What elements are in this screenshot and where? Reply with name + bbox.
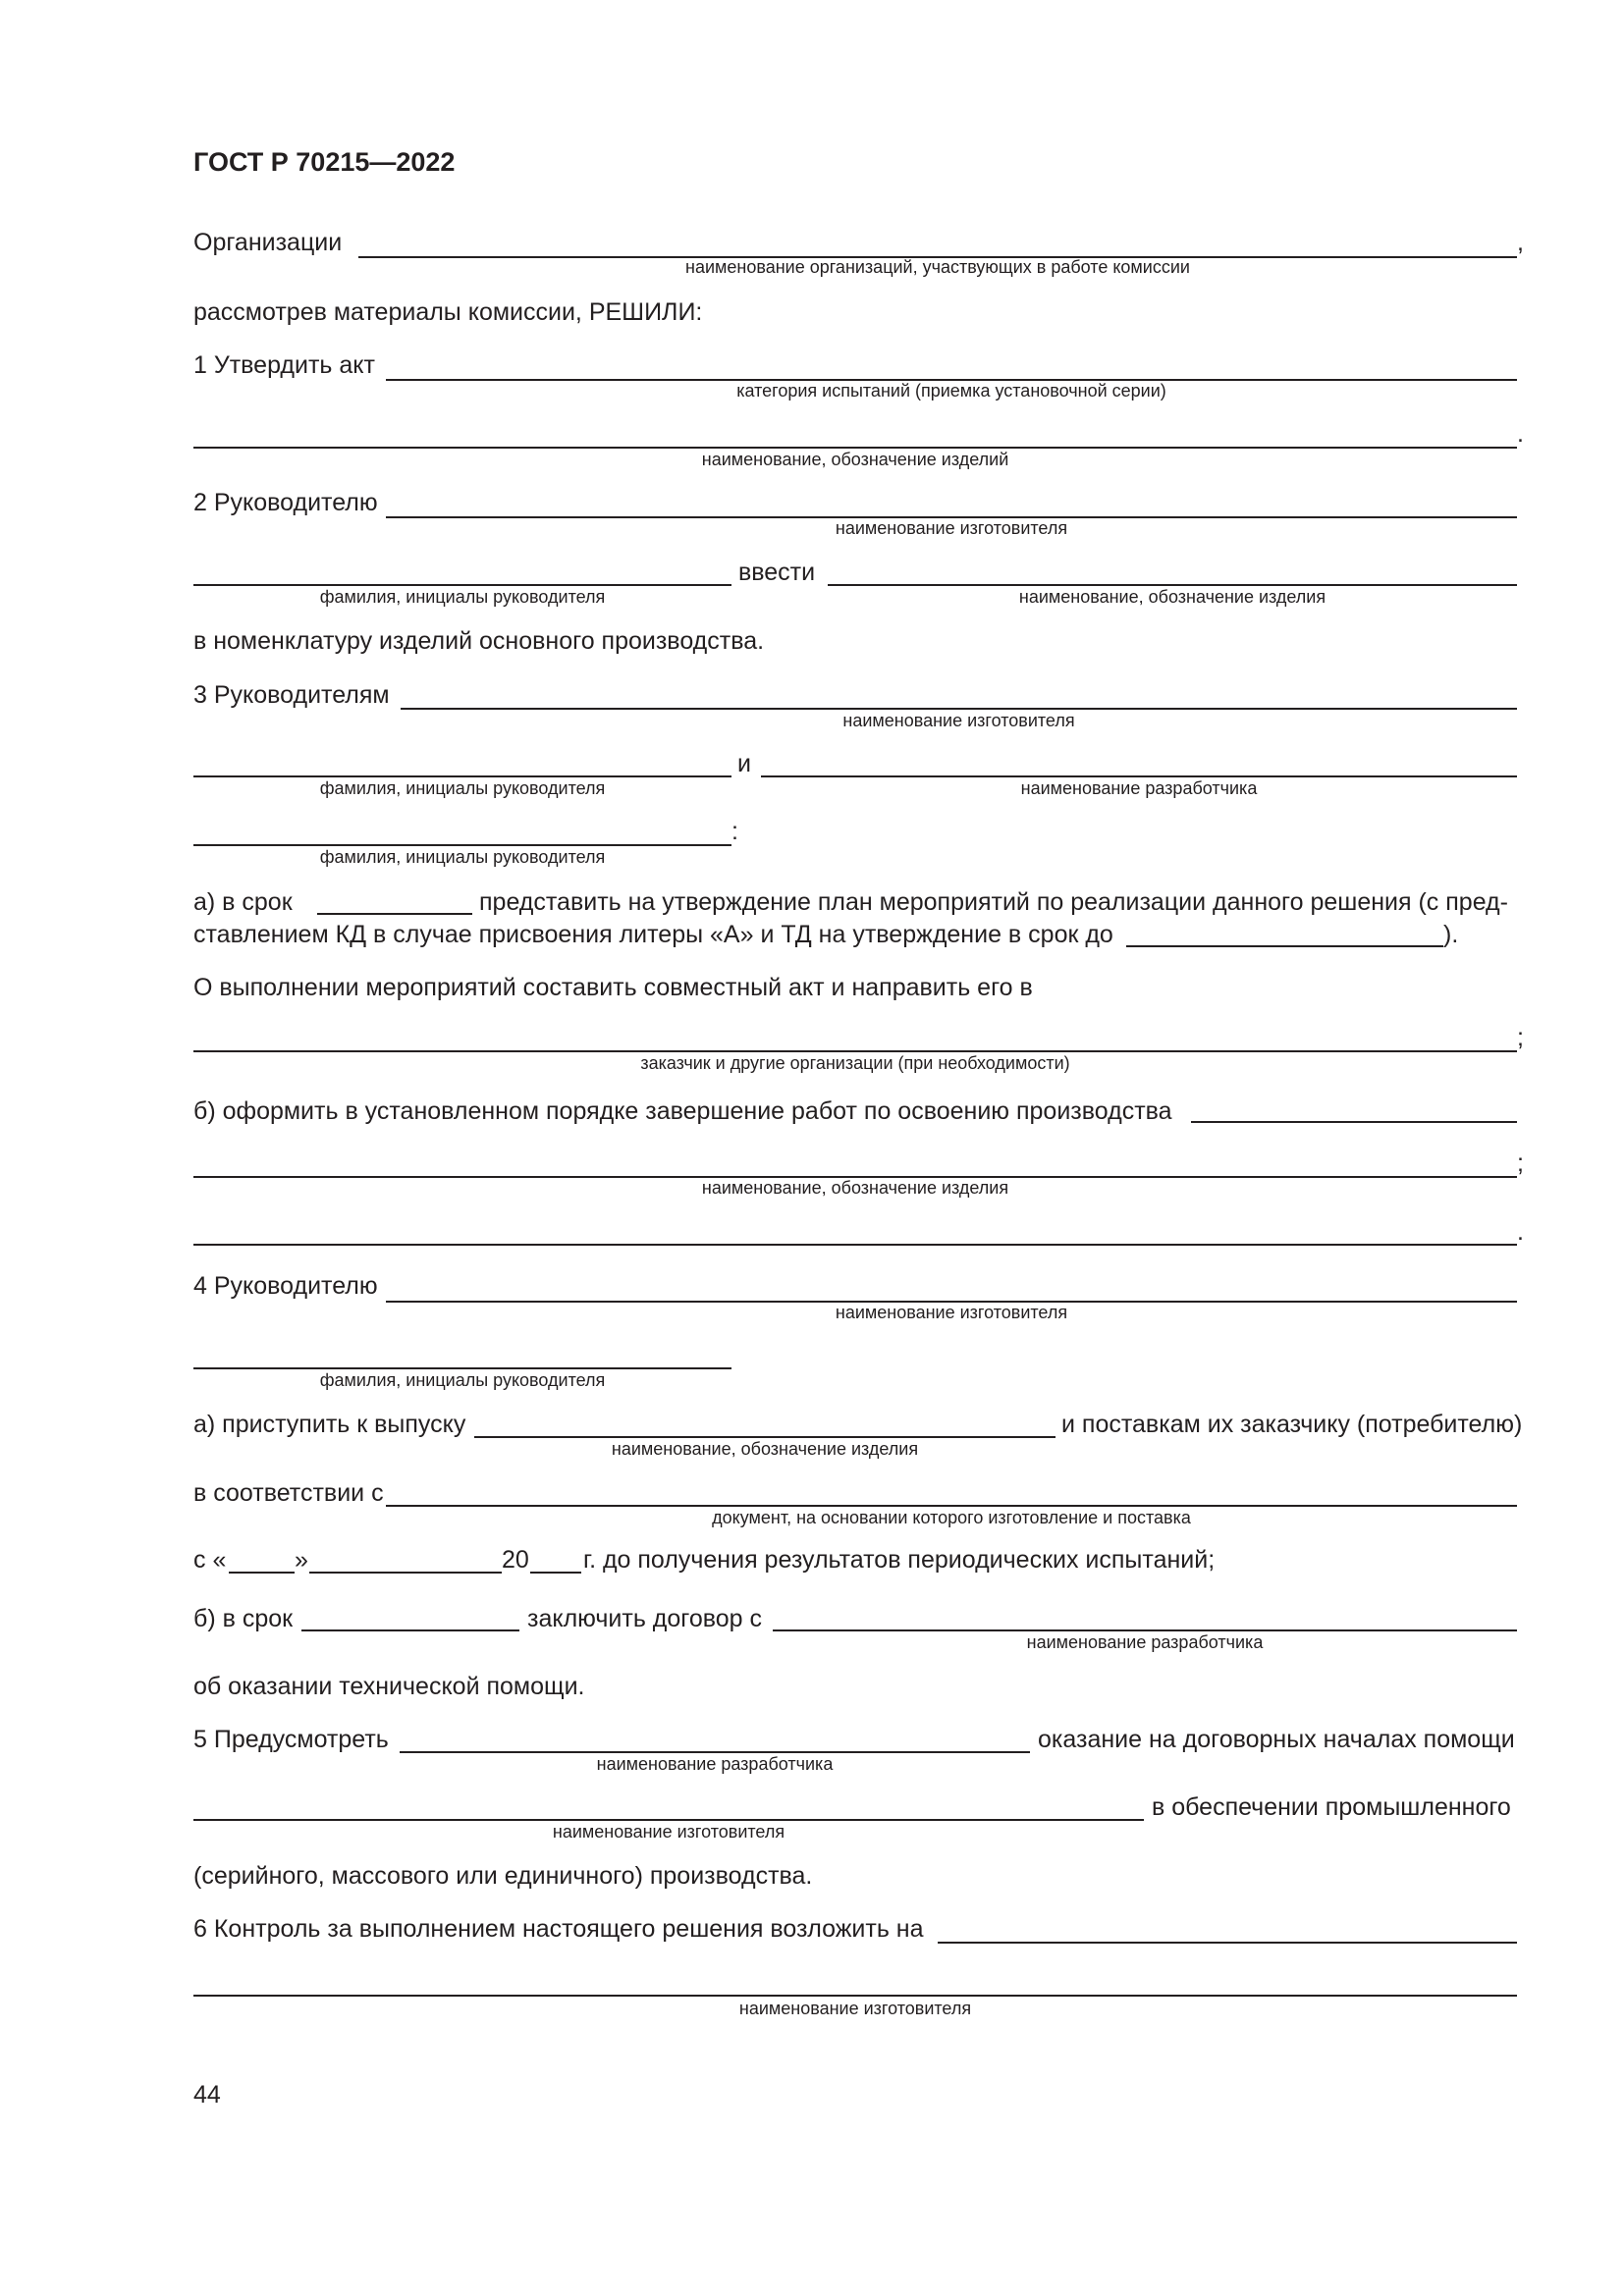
blank-year[interactable] [530, 1572, 581, 1574]
caption-customer: заказчик и другие организации (при необходимости) [640, 1053, 1070, 1073]
caption-document: документ, на основании которого изготовление и поставка [712, 1508, 1191, 1527]
blank-manufacturer-3[interactable] [401, 708, 1517, 710]
sub-4b-start: б) в срок [193, 1605, 294, 1632]
blank-control-2[interactable] [193, 1995, 1517, 1997]
blank-extra[interactable] [193, 1244, 1517, 1246]
sub-a-text-2: ставлением КД в случае присвоения литеры «А» и ТД на утверждение в срок до [193, 921, 1113, 948]
blank-items[interactable] [193, 447, 1517, 449]
date-close-quote: » [295, 1546, 308, 1574]
blank-developer-4b[interactable] [773, 1629, 1517, 1631]
blank-deadline-until[interactable] [1126, 945, 1443, 947]
caption-developer-5: наименование разработчика [596, 1754, 834, 1774]
sub-4a-start: а) приступить к выпуску [193, 1411, 466, 1438]
date-century: 20 [502, 1546, 529, 1574]
item-1-text: 1 Утвердить акт [193, 351, 375, 379]
sub-a-end: ). [1443, 921, 1459, 948]
decided-text: рассмотрев материалы комиссии, РЕШИЛИ: [193, 298, 703, 326]
comma: , [1517, 229, 1524, 256]
caption-manufacturer-5: наименование изготовителя [552, 1822, 785, 1842]
blank-day[interactable] [229, 1572, 295, 1574]
nomenclature-text: в номенклатуру изделий основного производства. [193, 627, 765, 655]
caption-head-name-3a: фамилия, инициалы руководителя [319, 778, 606, 798]
blank-customer[interactable] [193, 1050, 1517, 1052]
caption-manufacturer-4: наименование изготовителя [835, 1303, 1068, 1322]
item-6-text: 6 Контроль за выполнением настоящего решения возложить на [193, 1915, 924, 1943]
semicolon: ; [1517, 1149, 1524, 1177]
caption-developer-4b: наименование разработчика [1026, 1632, 1264, 1652]
sub-b-text: б) оформить в установленном порядке завершение работ по освоению производства [193, 1097, 1172, 1125]
org-label: Организации [193, 229, 343, 256]
sub-4b-mid: заключить договор с [527, 1605, 763, 1632]
and-text: и [737, 750, 751, 777]
caption-product: наименование, обозначение изделия [611, 1439, 919, 1459]
caption-items: наименование, обозначение изделий [701, 450, 1009, 469]
document-header: ГОСТ Р 70215—2022 [193, 147, 456, 177]
item-5-end-2: в обеспечении промышленного [1152, 1793, 1511, 1821]
blank-control[interactable] [938, 1942, 1517, 1944]
blank-developer-5[interactable] [400, 1751, 1030, 1753]
blank-head-name-3a[interactable] [193, 775, 731, 777]
caption-head-name-4: фамилия, инициалы руководителя [319, 1370, 606, 1390]
date-rest: г. до получения результатов периодических испытаний; [583, 1546, 1216, 1574]
item-3-text: 3 Руководителям [193, 681, 390, 709]
caption-test-category: категория испытаний (приемка установочной серии) [736, 381, 1166, 400]
blank-item[interactable] [828, 584, 1517, 586]
blank-head-name-4[interactable] [193, 1367, 731, 1369]
caption-manufacturer-3: наименование изготовителя [842, 711, 1075, 730]
tech-help-text: об оказании технической помощи. [193, 1673, 585, 1700]
sub-4a-end: и поставкам их заказчику (потребителю) [1061, 1411, 1523, 1438]
item-4-text: 4 Руководителю [193, 1272, 378, 1300]
caption-head-name-3b: фамилия, инициалы руководителя [319, 847, 606, 867]
period: . [1517, 420, 1524, 448]
caption-org: наименование организаций, участвующих в работе комиссии [685, 257, 1190, 277]
caption-item: наименование, обозначение изделия [1018, 587, 1326, 607]
semicolon: ; [1517, 1024, 1524, 1051]
caption-manufacturer: наименование изготовителя [835, 518, 1068, 538]
sub-a-start: а) в срок [193, 888, 293, 916]
item-5-text: 5 Предусмотреть [193, 1726, 389, 1753]
blank-product[interactable] [474, 1436, 1056, 1438]
blank-month[interactable] [309, 1572, 502, 1574]
period: . [1517, 1218, 1524, 1246]
date-open: с « [193, 1546, 227, 1574]
blank-document[interactable] [386, 1505, 1517, 1507]
serial-text: (серийного, массового или единичного) производства. [193, 1862, 813, 1890]
caption-head-name: фамилия, инициалы руководителя [319, 587, 606, 607]
sub-a-text-1: представить на утверждение план мероприятий по реализации данного решения (с пред- [479, 888, 1508, 916]
blank-developer[interactable] [761, 775, 1517, 777]
accordance-text: в соответствии с [193, 1479, 384, 1507]
item-2-text: 2 Руководителю [193, 489, 378, 516]
page-number: 44 [193, 2081, 221, 2109]
item-5-end: оказание на договорных началах помощи [1038, 1726, 1515, 1753]
blank-deadline-4b[interactable] [301, 1629, 519, 1631]
caption-control: наименование изготовителя [738, 1999, 972, 2018]
blank-head-name-3b[interactable] [193, 844, 731, 846]
colon: : [731, 818, 738, 845]
blank-production[interactable] [1191, 1121, 1517, 1123]
blank-manufacturer-5[interactable] [193, 1819, 1144, 1821]
vvesti-text: ввести [738, 559, 816, 586]
caption-item-b: наименование, обозначение изделия [701, 1178, 1009, 1198]
caption-developer: наименование разработчика [1020, 778, 1258, 798]
blank-deadline[interactable] [317, 913, 472, 915]
joint-act-text: О выполнении мероприятий составить совместный акт и направить его в [193, 974, 1033, 1001]
blank-head-name[interactable] [193, 584, 731, 586]
